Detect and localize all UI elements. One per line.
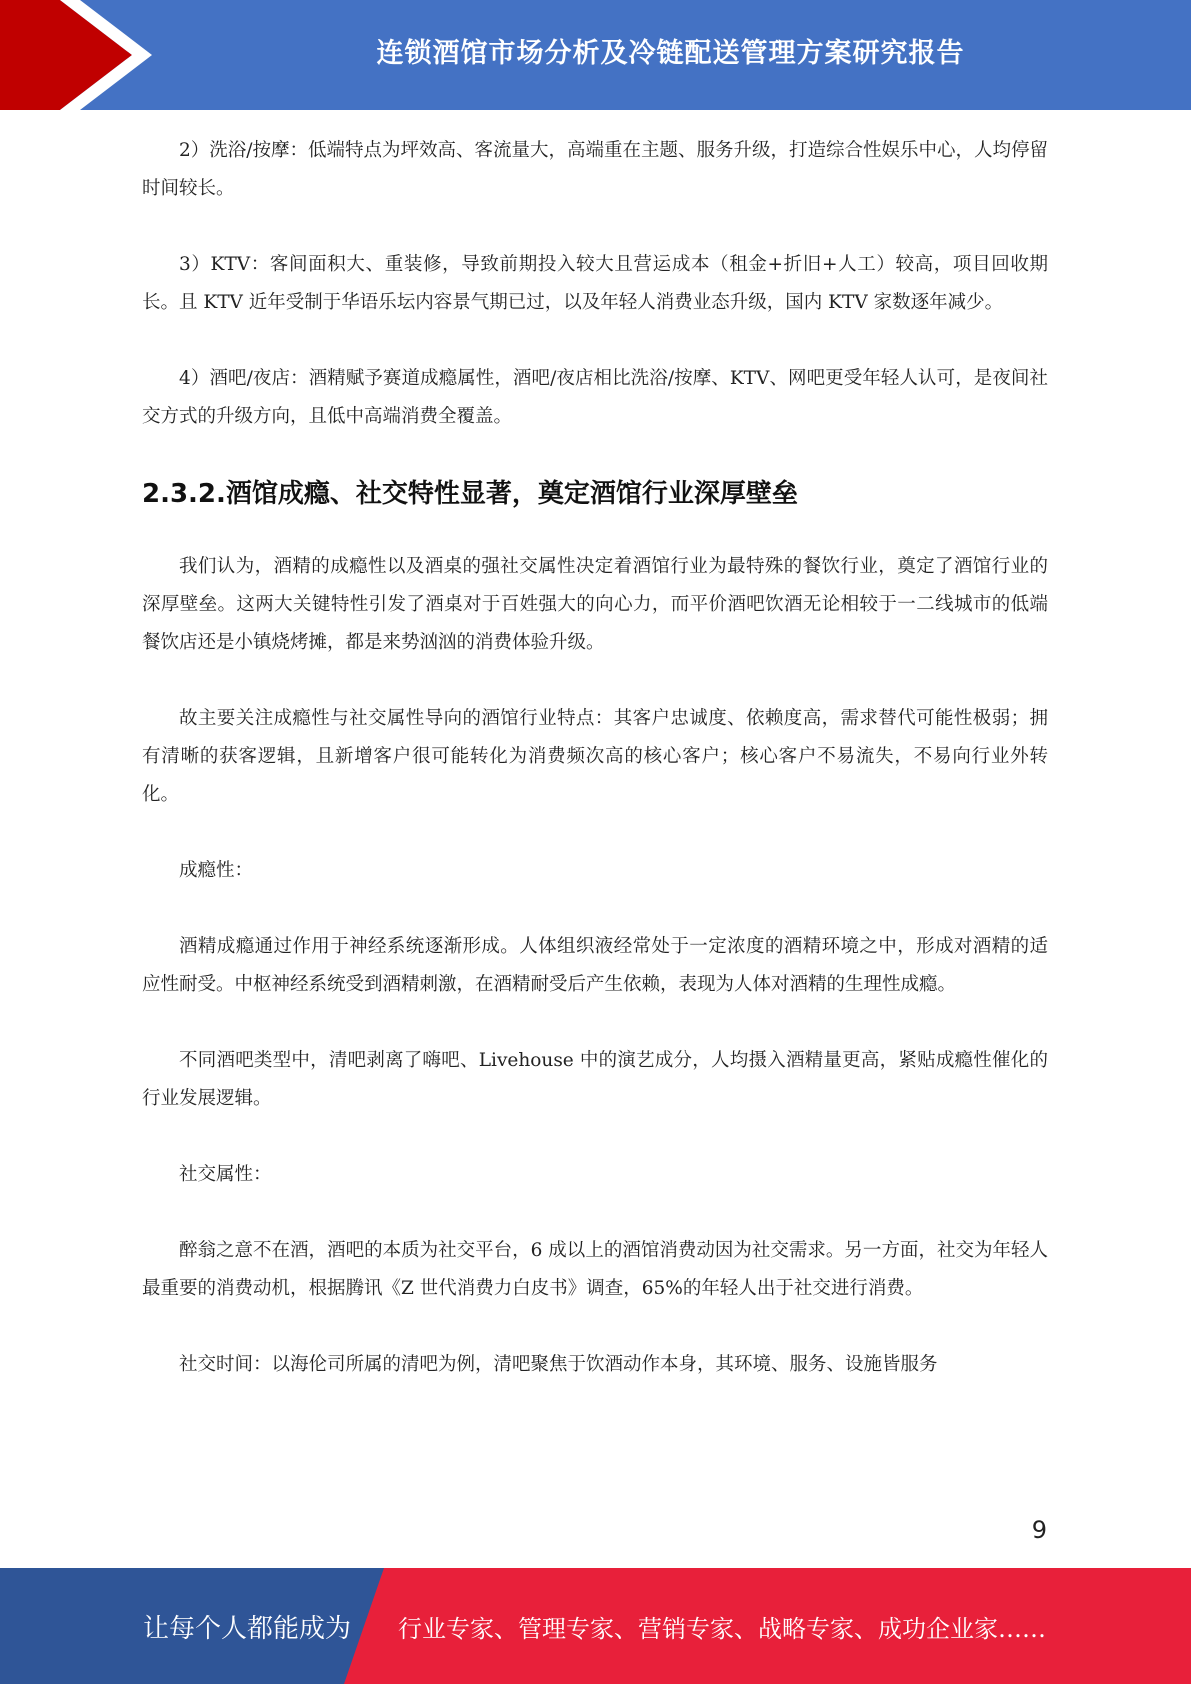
paragraph: 4）酒吧/夜店：酒精赋予赛道成瘾属性，酒吧/夜店相比洗浴/按摩、KTV、网吧更受年轻人认可，是夜间社交方式的升级方向，且低中高端消费全覆盖。 — [142, 368, 1048, 427]
paragraph: 不同酒吧类型中，清吧剥离了嗨吧、Livehouse 中的演艺成分，人均摄入酒精量更高，紧贴成瘾性催化的行业发展逻辑。 — [142, 1050, 1048, 1109]
paragraph: 社交时间：以海伦司所属的清吧为例，清吧聚焦于饮酒动作本身，其环境、服务、设施皆服务 — [179, 1354, 938, 1375]
subheading-social: 社交属性： — [179, 1164, 272, 1185]
section-heading: 2.3.2.酒馆成瘾、社交特性显著，奠定酒馆行业深厚壁垒 — [142, 479, 798, 509]
paragraph: 我们认为，酒精的成瘾性以及酒桌的强社交属性决定着酒馆行业为最特殊的餐饮行业，奠定了酒馆行业的深厚壁垒。这两大关键特性引发了酒桌对于百姓强大的向心力，而平价酒吧饮酒无论相较于一二线城市的低端餐饮店还是小镇烧烤摊，都是来势汹汹的消费体验升级。 — [142, 556, 1048, 653]
document-body — [142, 132, 1048, 1422]
footer-slogan-right: 行业专家、管理专家、营销专家、战略专家、成功企业家…… — [398, 1614, 1046, 1643]
paragraph: 酒精成瘾通过作用于神经系统逐渐形成。人体组织液经常处于一定浓度的酒精环境之中，形成对酒精的适应性耐受。中枢神经系统受到酒精刺激，在酒精耐受后产生依赖，表现为人体对酒精的生理性成瘾。 — [142, 936, 1048, 995]
page-footer — [0, 1568, 1191, 1684]
paragraph: 醉翁之意不在酒，酒吧的本质为社交平台，6 成以上的酒馆消费动因为社交需求。另一方面，社交为年轻人最重要的消费动机，根据腾讯《Z 世代消费力白皮书》调查，65%的年轻人出于社交进行消费。 — [142, 1240, 1048, 1299]
paragraph: 故主要关注成瘾性与社交属性导向的酒馆行业特点：其客户忠诚度、依赖度高，需求替代可能性极弱；拥有清晰的获客逻辑，且新增客户很可能转化为消费频次高的核心客户；核心客户不易流失，不易向行业外转化。 — [142, 708, 1048, 805]
paragraph: 2）洗浴/按摩：低端特点为坪效高、客流量大，高端重在主题、服务升级，打造综合性娱乐中心，人均停留时间较长。 — [142, 140, 1049, 199]
page-number: 9 — [1031, 1516, 1047, 1544]
header-arrow-decoration — [0, 0, 160, 110]
header-title: 连锁酒馆市场分析及冷链配送管理方案研究报告 — [376, 37, 965, 69]
subheading-addiction: 成瘾性： — [179, 860, 254, 881]
paragraph: 3）KTV：客间面积大、重装修，导致前期投入较大且营运成本（租金+折旧+人工）较高，项目回收期长。且 KTV 近年受制于华语乐坛内容景气期已过，以及年轻人消费业态升级，国内 KTV 家数逐年减少。 — [142, 254, 1048, 313]
footer-slogan-left: 让每个人都能成为 — [143, 1613, 352, 1644]
page-header — [0, 0, 1191, 110]
